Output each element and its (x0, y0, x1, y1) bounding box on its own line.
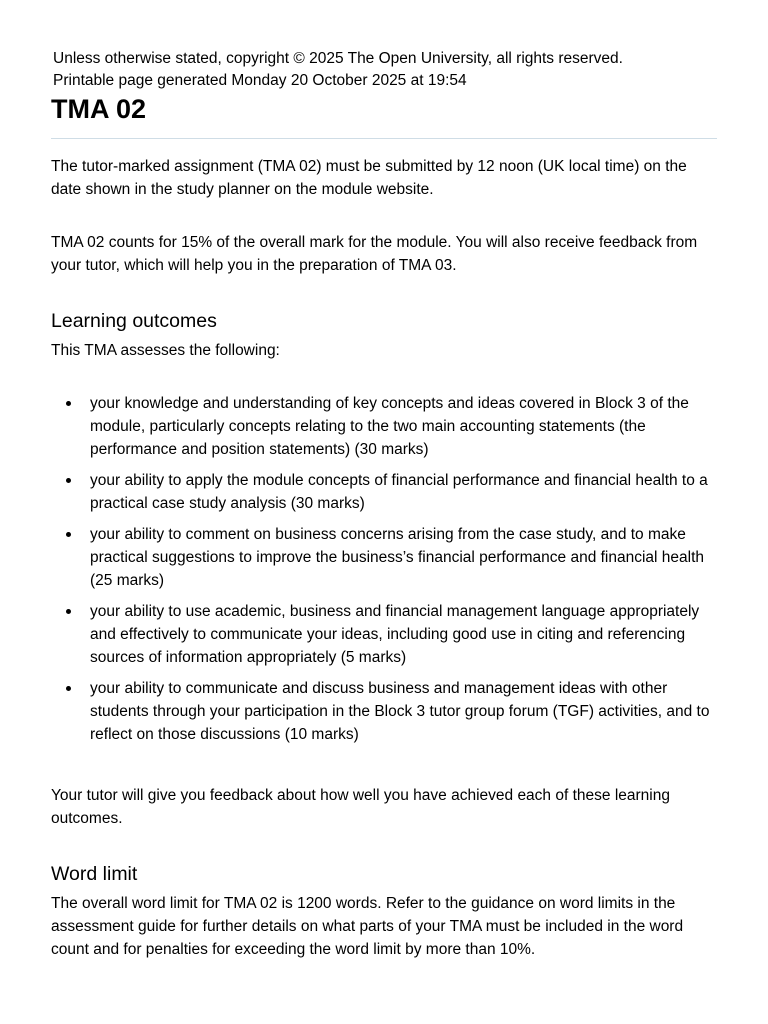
list-item (51, 600, 721, 669)
list-item-text: your ability to communicate and discuss business and management ideas with other students through your participation in the Block 3 tutor group forum (TGF) activities, and to reflect on those discussions (10 marks) (90, 680, 710, 743)
list-item (51, 523, 721, 592)
word-limit-heading: Word limit (51, 863, 138, 885)
printable-page (51, 48, 721, 961)
bullet-icon (66, 401, 71, 406)
learning-outcomes-heading: Learning outcomes (51, 310, 217, 332)
list-item-text: your ability to comment on business concerns arising from the case study, and to make practical suggestions to improve the business’s financial performance and financial health (25 marks) (90, 526, 705, 589)
title-divider (51, 138, 717, 139)
learning-outcomes-lead: This TMA assesses the following: (51, 342, 280, 359)
bullet-icon (66, 478, 71, 483)
generated-timestamp: Printable page generated Monday 20 October 2025 at 19:54 (53, 72, 467, 89)
list-item (51, 469, 721, 515)
bullet-icon (66, 532, 71, 537)
list-item-text: your ability to use academic, business and financial management language appropriately and effectively to communicate your ideas, including good use in citing and referencing sources of information appropriately (5 marks) (90, 603, 700, 666)
list-item-text: your ability to apply the module concepts of financial performance and financial health to a practical case study analysis (30 marks) (90, 472, 708, 512)
bullet-icon (66, 609, 71, 614)
word-limit-text: The overall word limit for TMA 02 is 1200 words. Refer to the guidance on word limits in the assessment guide for further details on what parts of your TMA must be included in the word count and for penalties for exceeding the word limit by more than 10%. (51, 895, 684, 958)
bullet-icon (66, 686, 71, 691)
learning-outcomes-list (51, 392, 721, 746)
intro-paragraph-weighting: TMA 02 counts for 15% of the overall mark for the module. You will also receive feedback from your tutor, which will help you in the preparation of TMA 03. (51, 234, 698, 274)
intro-paragraph-submission: The tutor-marked assignment (TMA 02) must be submitted by 12 noon (UK local time) on the date shown in the study planner on the module website. (51, 158, 687, 198)
list-item-text: your knowledge and understanding of key concepts and ideas covered in Block 3 of the module, particularly concepts relating to the two main accounting statements (the performance and position statements) (30 marks) (90, 395, 689, 458)
page-title: TMA 02 (51, 94, 147, 124)
copyright-notice: Unless otherwise stated, copyright © 2025 The Open University, all rights reserved. (53, 50, 623, 67)
learning-outcomes-feedback: Your tutor will give you feedback about how well you have achieved each of these learning outcomes. (51, 787, 670, 827)
list-item (51, 392, 721, 461)
list-item (51, 677, 721, 746)
